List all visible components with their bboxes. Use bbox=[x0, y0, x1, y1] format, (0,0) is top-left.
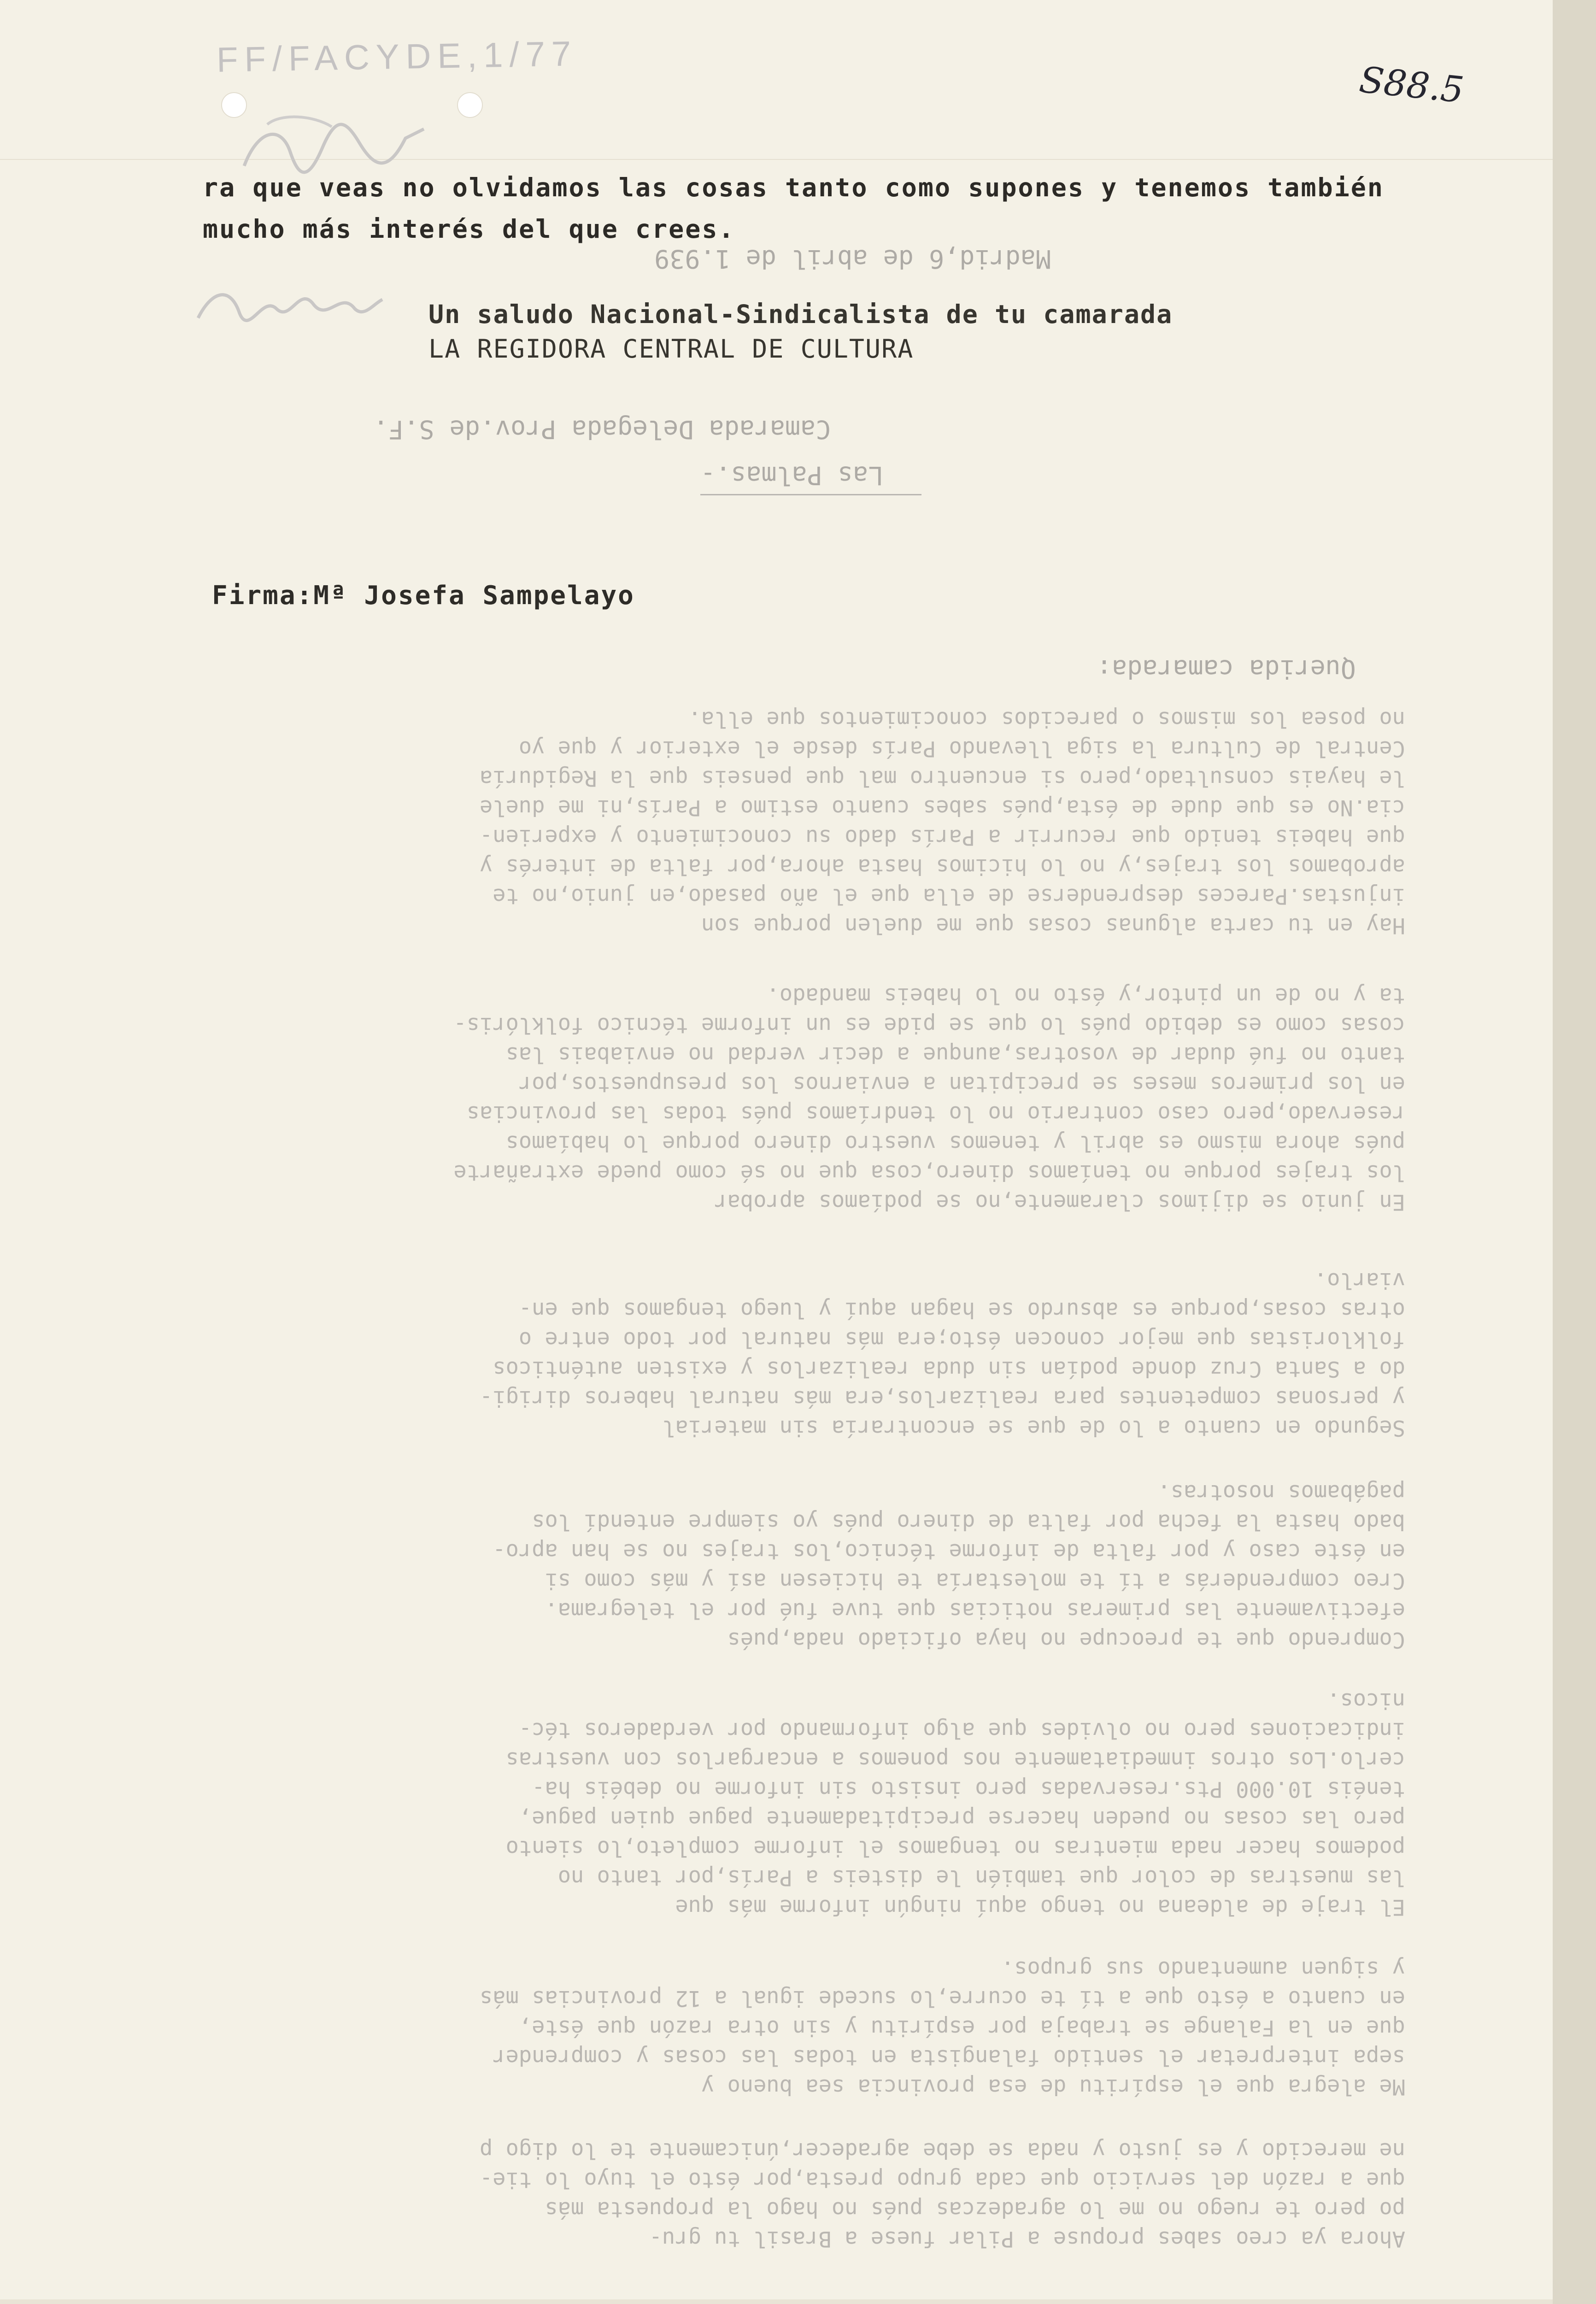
bleed-through-underline bbox=[700, 494, 921, 495]
letter-closing-line-1: ra que veas no olvidamos las cosas tanto como supones y tenemos también bbox=[203, 173, 1385, 202]
letter-closing-line-2: mucho más interés del que crees. bbox=[203, 214, 735, 244]
bleed-through-greeting: Querida camarada: bbox=[1097, 654, 1356, 684]
bleed-through-paragraph-4: Comprendo que te preocupe no haya oficiado nada,pués efectivamente las primeras noticias que tuve fué por el telegrama. Creo comprenderás a tí te molestaría te hiciesen así y más como si en éste caso y por falta de informe técnico,los trajes no se han apro- bado hasta la fecha por falta de dinero pués yo siempre entendí los pagábamos nosotras. bbox=[493, 1480, 1405, 1652]
bleed-through-recipient-place: Las Palmas.- bbox=[700, 461, 884, 490]
bleed-through-paragraph-1: Hay en tu carta algunas cosas que me duelen porque son injustas.Pareces desprenderse de ella que el año pasado,en junio,no te aprobamos los trajes,y no lo hicimos hasta ahora,por falta de interés y que habeis tenido que recurrir a París dado su conocimiento y experien- cia.No es que dude de ésta,pués sabes cuanto estimo a París,ni me duele le hayais consultado,pero si encuentro mal que penseis que la Regiduría Central de Cultura la siga llevando París desde el exterior y que yo no posea los mismos o parecidos conocimientos que ella. bbox=[479, 706, 1405, 938]
letter-signoff: Un saludo Nacional-Sindicalista de tu camarada bbox=[428, 300, 1173, 329]
page-edge-shadow bbox=[1553, 0, 1596, 2304]
signatory-title: LA REGIDORA CENTRAL DE CULTURA bbox=[428, 334, 914, 364]
bleed-through-paragraph-6: Me alegra que el espíritu de esa provincia sea bueno y sepa interpretar el sentido falangista en todas las cosas y comprender que en la Falange se trabaja por espíritu y sin otra razón que éste, en cuanto a ésto que a tí te ocurre,lo sucede igual a 12 provincias más y siguen aumentando sus grupos. bbox=[479, 1956, 1405, 2099]
signature-line: Firma:Mª Josefa Sampelayo bbox=[212, 581, 635, 611]
handwritten-page-number: S88.5 bbox=[1357, 59, 1466, 112]
bleed-through-paragraph-5: El traje de aldeana no tengo aquí ningún informe más que las muestras de color que también le disteis a París,por tanto no podemos hacer nada mientras no tengamos el informe completo,lo siento pero las cosas no pueden hacerse precipitadamente pague quien pague, tenéis 10.000 Pts.reservadas pero insisto sin informe no debéis ha- cerlo.Los otros inmediatamente nos ponemos a encargarlos con vuestras indicaciones pero no olvides que algo informando por verdaderos téc- nicos. bbox=[505, 1688, 1405, 1920]
bleed-through-paragraph-3: Segundo en cuanto a lo de que se encontraría sin material y personas competentes para realizarlos,era más natural haberos dirigi- do a Santa Cruz donde podían sin duda realizarlos y existen auténticos folkloristas que mejor conocen ésto;era más natural por todo entre o otras cosas,porque es absurdo se hagan aquí y luego tengamos que en- viarlo. bbox=[479, 1268, 1405, 1440]
bleed-through-paragraph-7: Ahora ya creo sabes propuse a Pilar fuese a Brasil tu gru- po pero te ruego no me lo agradezcas pués no hago la propuesta más que a razón del servicio que cada grupo presta,por ésto el tuyo lo tie- ne merecido y es justo y nada se debe agradecer,únicamente te lo digo p bbox=[479, 2138, 1405, 2251]
bleed-through-date: Madrid,6 de abril de 1.939 bbox=[654, 244, 1051, 274]
archive-reference-stamp: FF/FACYDE,1/77 bbox=[216, 34, 578, 80]
pencil-signature-mark bbox=[194, 267, 387, 350]
punch-hole-right bbox=[457, 92, 483, 118]
punch-hole-left bbox=[221, 92, 247, 118]
bleed-through-paragraph-2: En junio se dijimos claramente,no se podíamos aprobar los trajes porque no teníamos dinero,cosa que no sé como puede extrañarte pués ahora mismo es abril y tenemos vuestro dinero porque lo habíamos reservado,pero caso contrario no lo tendríamos pués todas las provincias en los primeros meses se precipitan a enviarnos los presupuestos,por tanto no fué dudar de vosotras,aunque a decir verdad no enviabais las cosas como es debido pués lo que se pide es un informe técnico folklóris- ta y no de un pintor,y ésto no lo habeis mandado. bbox=[453, 983, 1405, 1215]
paper-fold bbox=[0, 159, 1553, 160]
bleed-through-recipient: Camarada Delegada Prov.de S.F. bbox=[373, 415, 831, 444]
